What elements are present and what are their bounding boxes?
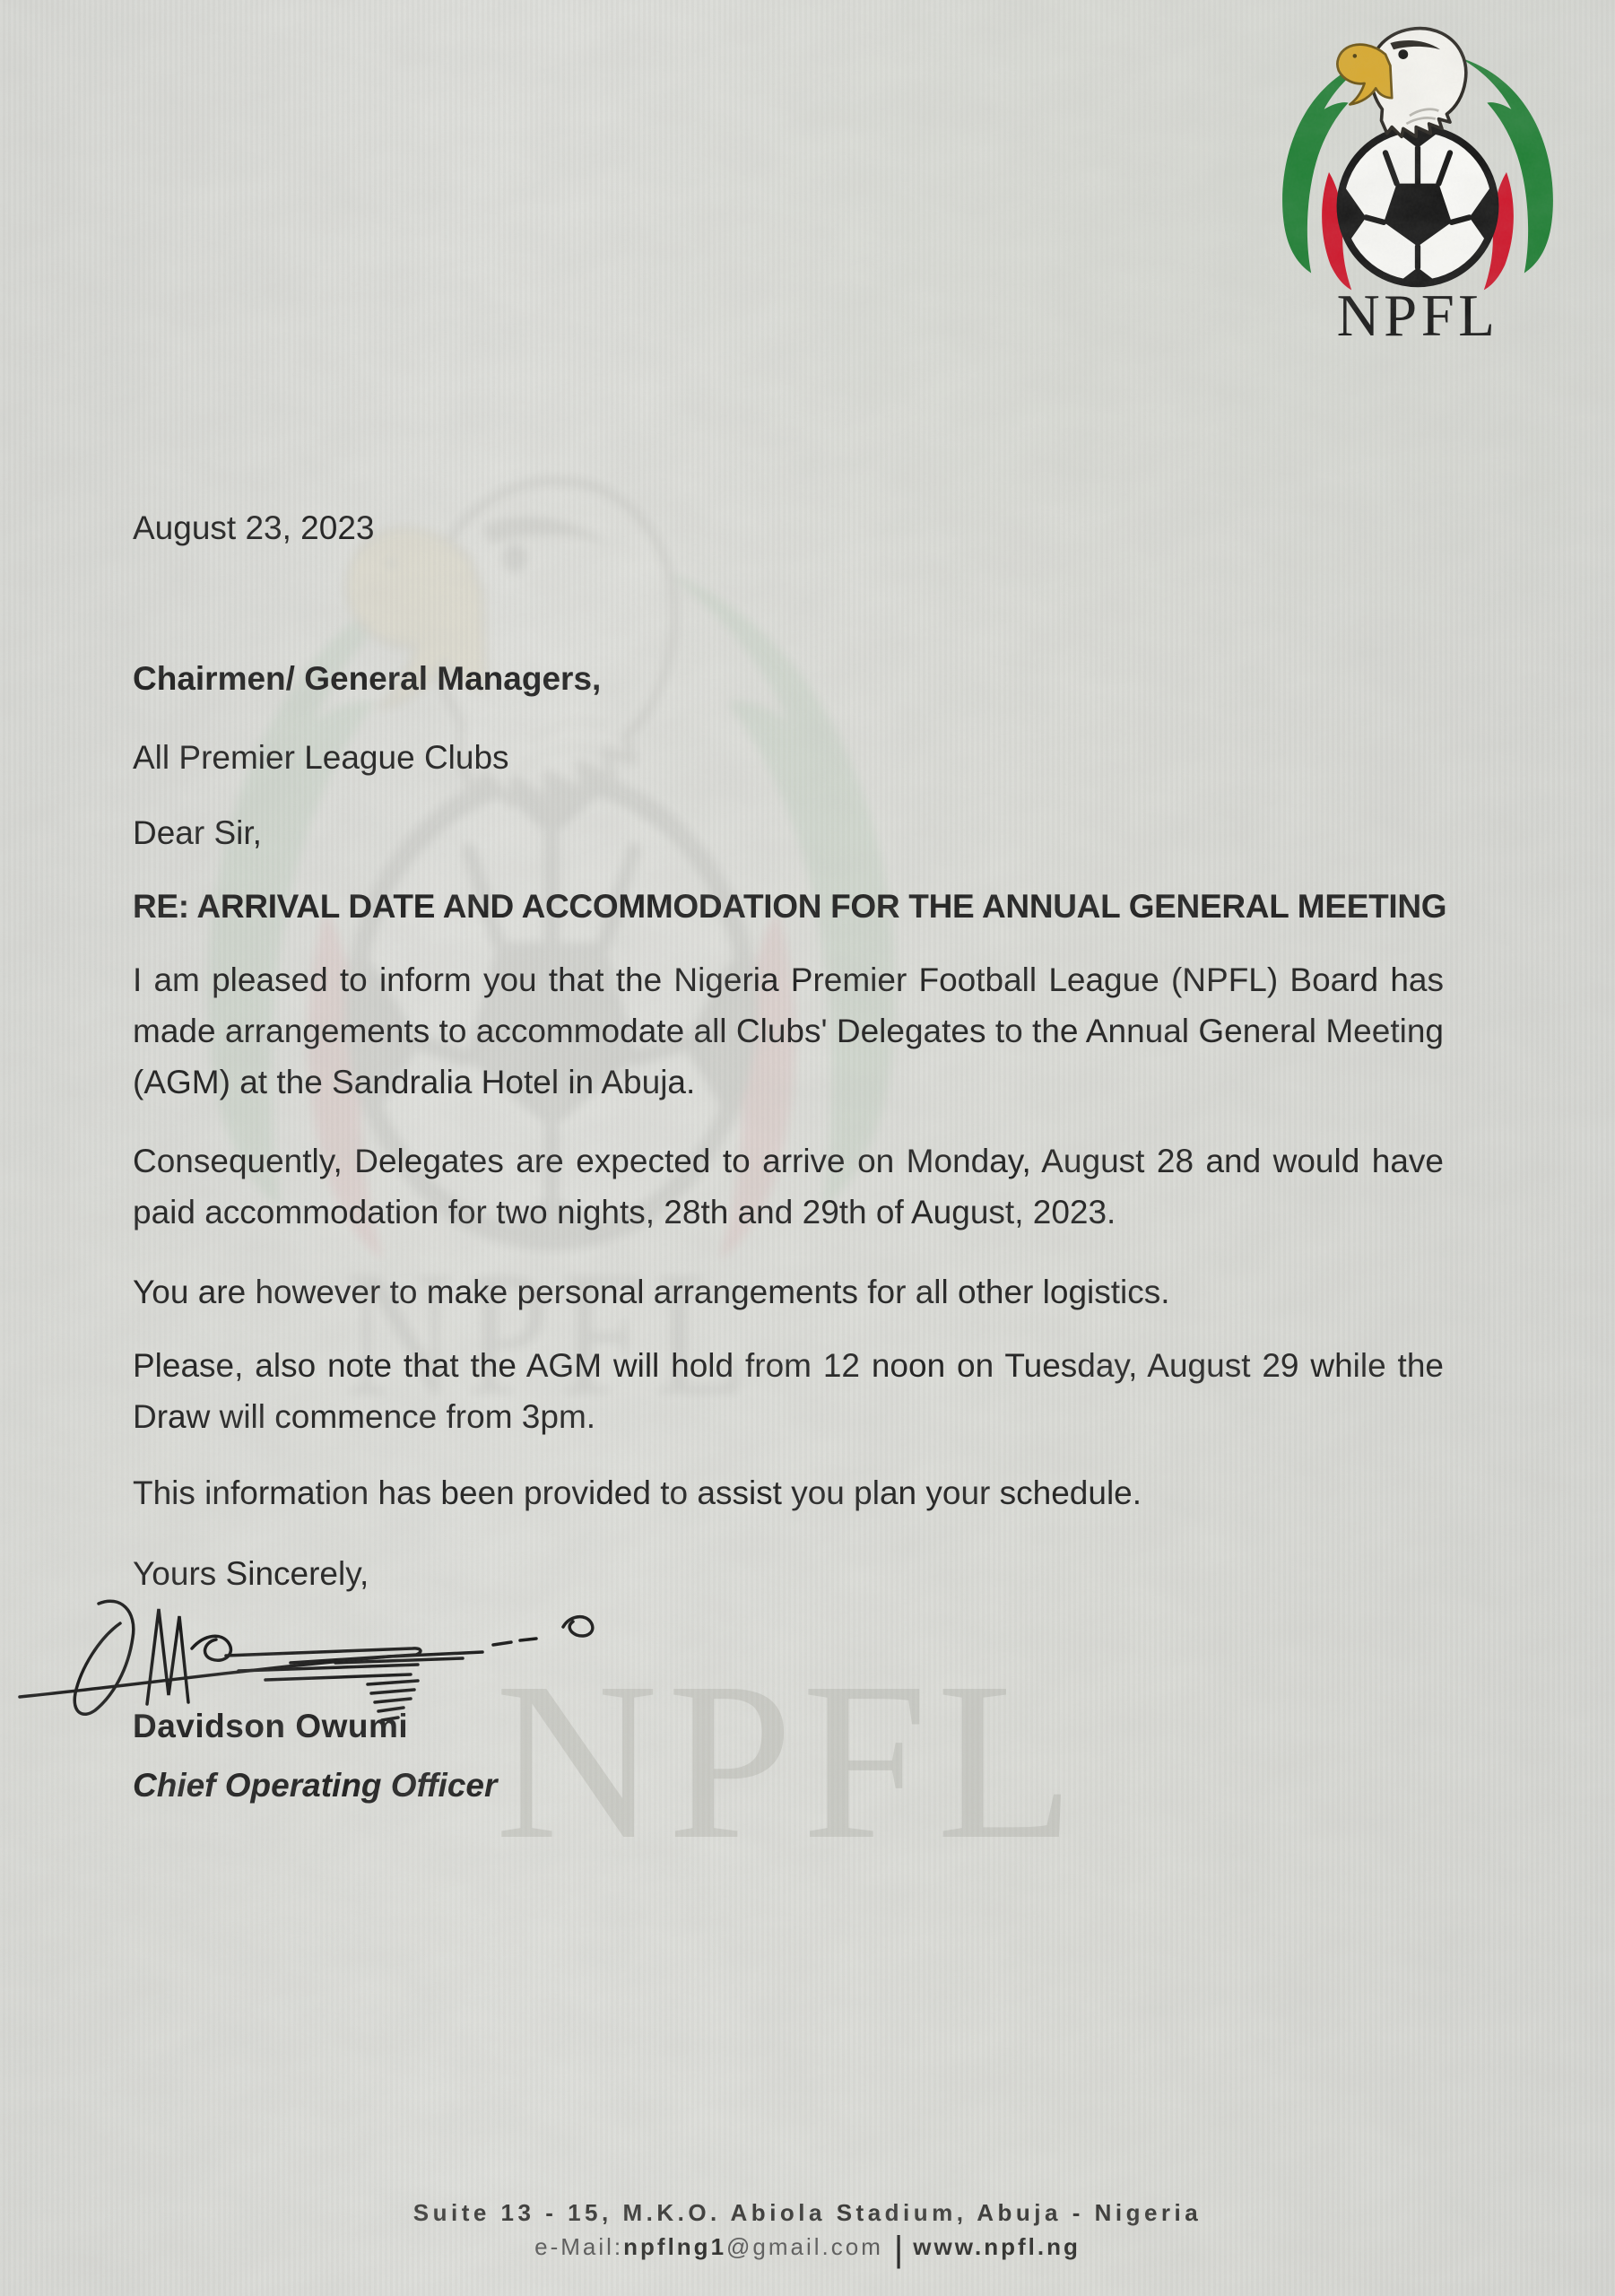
letter-date: August 23, 2023 bbox=[133, 509, 375, 546]
body-paragraph: Consequently, Delegates are expected to arrive on Monday, August 28 and would have paid accommodation for two nights, 28th and 29th of August, 2023. bbox=[133, 1143, 1444, 1231]
npfl-text-watermark: NPFL bbox=[495, 1635, 1084, 1886]
recipient-line: All Premier League Clubs bbox=[133, 739, 509, 776]
signatory-title: Chief Operating Officer bbox=[133, 1767, 498, 1804]
footer-contact bbox=[0, 2230, 1615, 2270]
body-paragraph: I am pleased to inform you that the Nigeria Premier Football League (NPFL) Board has made arrangements to accommodate all Clubs' Delegates to the Annual General Meeting (AGM) at the Sandralia Hotel in Abuja. bbox=[133, 961, 1444, 1100]
npfl-crest-logo bbox=[1248, 5, 1587, 355]
footer-address: Suite 13 - 15, M.K.O. Abiola Stadium, Abuja - Nigeria bbox=[412, 2199, 1203, 2226]
signatory-name: Davidson Owumi bbox=[133, 1708, 409, 1744]
subject-line: RE: ARRIVAL DATE AND ACCOMMODATION FOR THE ANNUAL GENERAL MEETING bbox=[133, 888, 1447, 925]
recipient-line: Chairmen/ General Managers, bbox=[133, 660, 602, 697]
body-paragraph: This information has been provided to assist you plan your schedule. bbox=[133, 1474, 1142, 1511]
email-user: npflng1 bbox=[623, 2233, 727, 2260]
body-paragraph: You are however to make personal arrangements for all other logistics. bbox=[133, 1274, 1170, 1310]
separator-bar: | bbox=[893, 2230, 907, 2269]
salutation: Dear Sir, bbox=[133, 814, 262, 851]
email-label: e-Mail: bbox=[534, 2233, 624, 2260]
body-paragraph: Please, also note that the AGM will hold from 12 noon on Tuesday, August 29 while the Draw will commence from 3pm. bbox=[133, 1347, 1444, 1435]
closing: Yours Sincerely, bbox=[133, 1555, 369, 1592]
email-domain: @gmail.com bbox=[726, 2233, 883, 2260]
website-url: www.npfl.ng bbox=[913, 2233, 1081, 2260]
